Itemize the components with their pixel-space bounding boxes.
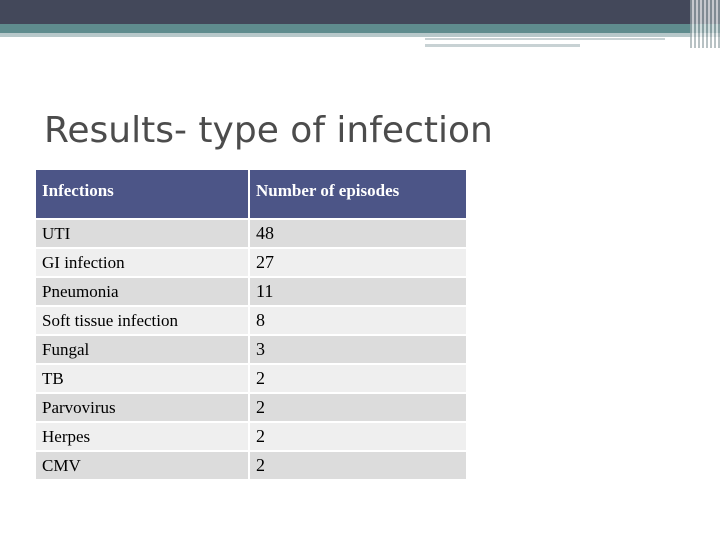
table-row (36, 307, 466, 336)
infection-cell: UTI (36, 220, 250, 249)
episodes-cell: 11 (250, 278, 466, 307)
infection-cell: GI infection (36, 249, 250, 278)
table-row (36, 394, 466, 423)
infection-cell: Fungal (36, 336, 250, 365)
episodes-cell: 48 (250, 220, 466, 249)
column-header-episodes: Number of episodes (250, 170, 466, 220)
table-row (36, 365, 466, 394)
table-row (36, 220, 466, 249)
episodes-cell: 27 (250, 249, 466, 278)
episodes-cell: 2 (250, 365, 466, 394)
table-row (36, 249, 466, 278)
table-row (36, 336, 466, 365)
header-band-light (0, 33, 720, 37)
infection-table (36, 170, 466, 481)
infection-cell: Parvovirus (36, 394, 250, 423)
infection-cell: TB (36, 365, 250, 394)
table-row (36, 452, 466, 481)
header-band-teal (0, 24, 720, 33)
episodes-cell: 8 (250, 307, 466, 336)
infection-cell: Soft tissue infection (36, 307, 250, 336)
infection-cell: CMV (36, 452, 250, 481)
episodes-cell: 2 (250, 423, 466, 452)
header-band-dark (0, 0, 720, 24)
column-header-infections: Infections (36, 170, 250, 220)
table-header-row (36, 170, 466, 220)
episodes-cell: 2 (250, 394, 466, 423)
episodes-cell: 2 (250, 452, 466, 481)
header-accent-line-short (425, 44, 580, 47)
infection-cell: Pneumonia (36, 278, 250, 307)
episodes-cell: 3 (250, 336, 466, 365)
slide-title: Results- type of infection (44, 110, 493, 151)
header-accent-line (425, 38, 665, 40)
table-row (36, 278, 466, 307)
infection-cell: Herpes (36, 423, 250, 452)
header-stripes (690, 0, 720, 48)
table-row (36, 423, 466, 452)
